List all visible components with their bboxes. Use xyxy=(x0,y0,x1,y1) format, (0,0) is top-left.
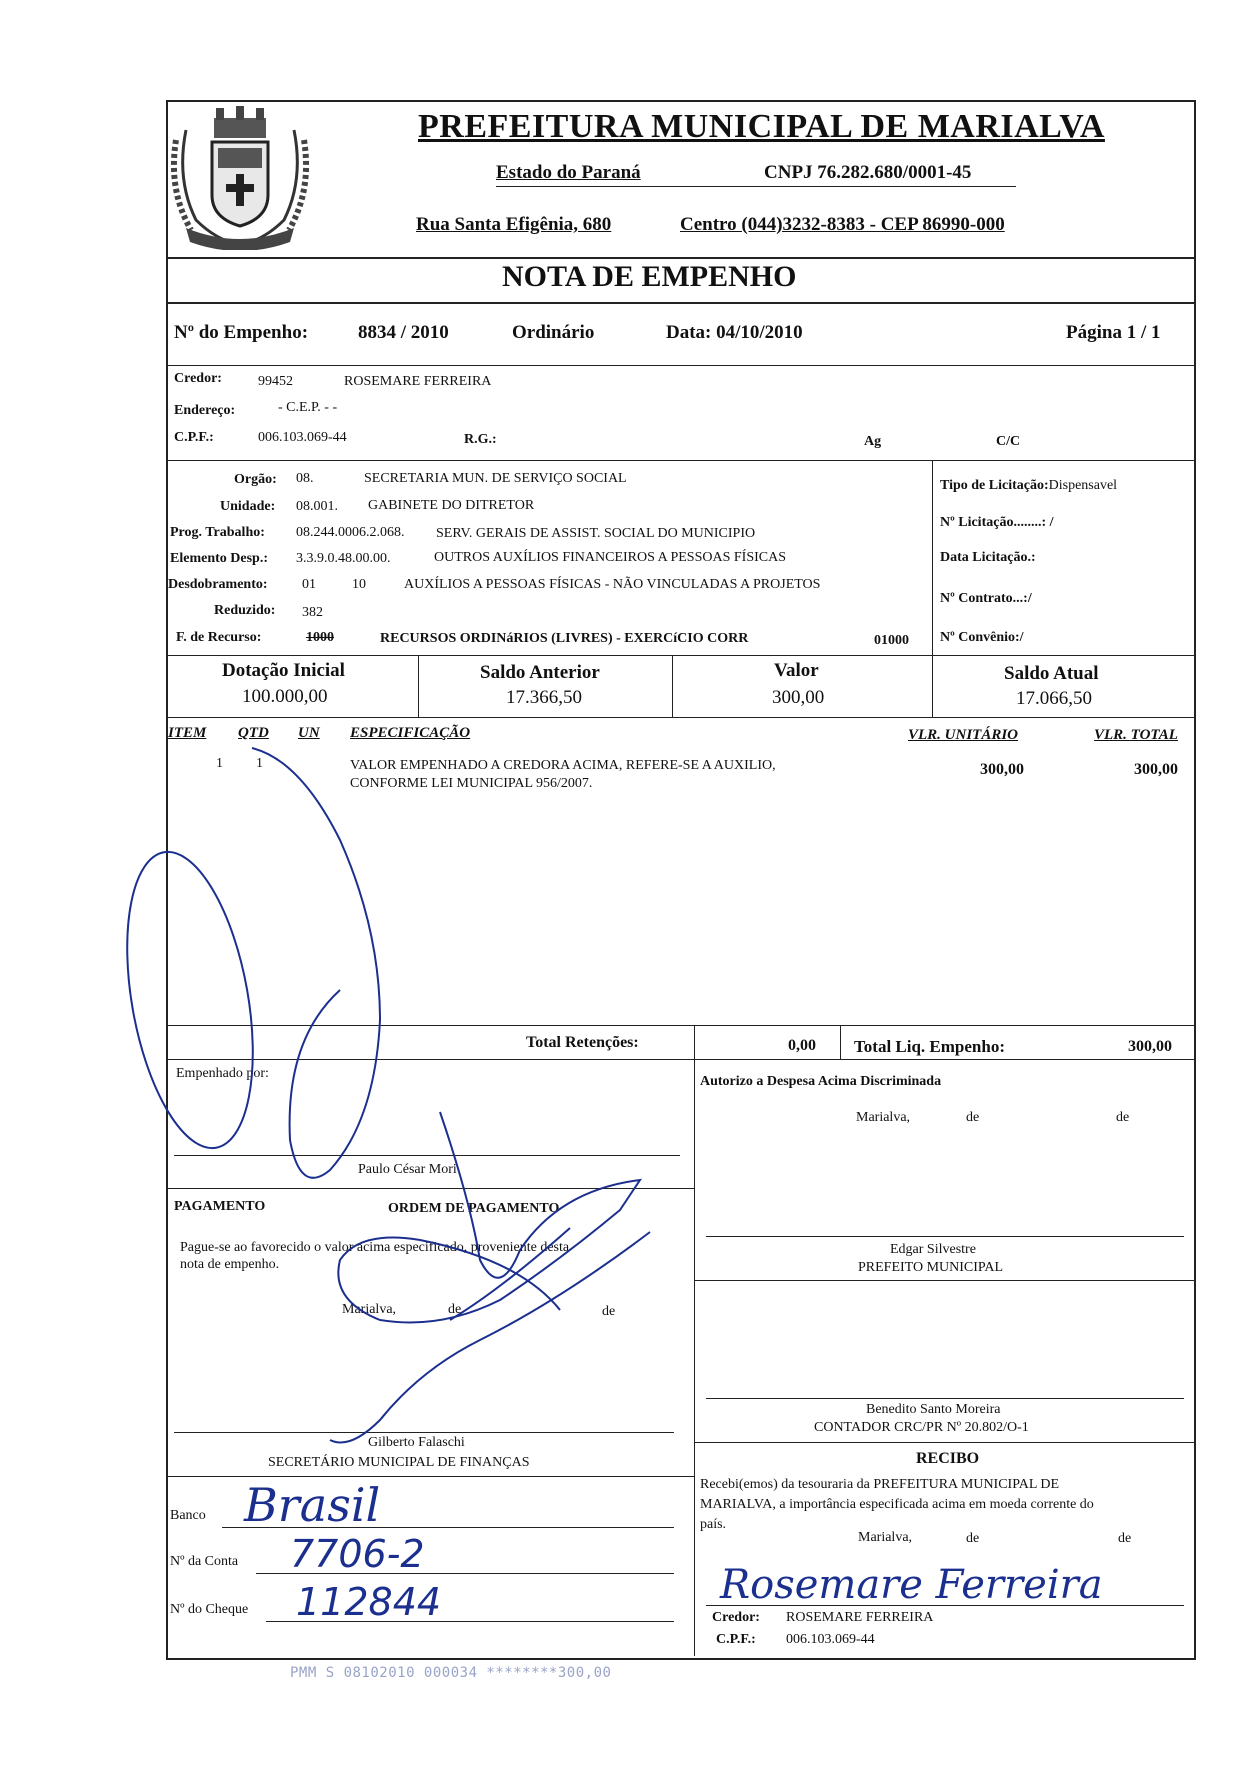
row-spec-line-1: VALOR EMPENHADO A CREDORA ACIMA, REFERE-SE A AUXILIO, xyxy=(350,758,776,773)
col-unit-header: VLR. UNITÁRIO xyxy=(908,727,1019,743)
credor-code: 99452 xyxy=(258,374,293,389)
unidade-label: Unidade: xyxy=(220,499,276,514)
rg-label: R.G.: xyxy=(464,432,497,447)
recibo-signature: Rosemare Ferreira xyxy=(720,1562,1103,1608)
row-qtd: 1 xyxy=(256,756,263,771)
prog-value: 08.244.0006.2.068. xyxy=(296,525,405,540)
recibo-de-2: de xyxy=(1118,1531,1132,1546)
empenho-number: 8834 / 2010 xyxy=(358,322,449,343)
licitacao-numero: Nº Licitação........: / xyxy=(940,515,1054,530)
banco-value: Brasil xyxy=(244,1478,381,1532)
licitacao-tipo: Tipo de Licitação:Dispensavel xyxy=(940,478,1118,493)
dotacao-value: 100.000,00 xyxy=(242,686,328,707)
col-total-header: VLR. TOTAL xyxy=(1094,727,1178,743)
cpf-label: C.P.F.: xyxy=(174,430,214,445)
saldo-atual-value: 17.066,50 xyxy=(1016,688,1092,709)
recibo-de-1: de xyxy=(966,1531,980,1546)
autorizo-de-2: de xyxy=(1116,1110,1130,1125)
elemento-label: Elemento Desp.: xyxy=(170,551,268,566)
orgao-desc: SECRETARIA MUN. DE SERVIÇO SOCIAL xyxy=(364,471,627,486)
pagamento-de-1: de xyxy=(448,1302,462,1317)
prog-desc: SERV. GERAIS DE ASSIST. SOCIAL DO MUNICIPIO xyxy=(436,526,756,541)
elemento-desc: OUTROS AUXÍLIOS FINANCEIROS A PESSOAS FÍSICAS xyxy=(434,550,787,565)
prog-label: Prog. Trabalho: xyxy=(170,525,265,540)
col-spec-header: ESPECIFICAÇÃO xyxy=(350,725,471,741)
recibo-credor-label: Credor: xyxy=(712,1610,760,1625)
recurso-desc: RECURSOS ORDINáRIOS (LIVRES) - EXERCíCIO CORR xyxy=(380,631,749,646)
recibo-local: Marialva, xyxy=(858,1530,913,1545)
convenio-numero: Nº Convênio:/ xyxy=(940,630,1024,645)
total-retencoes-value: 0,00 xyxy=(788,1037,816,1054)
page-number: Página 1 / 1 xyxy=(1066,322,1161,343)
desdobramento-value-2: 10 xyxy=(352,577,366,592)
pagamento-de-2: de xyxy=(602,1304,616,1319)
licitacao-data: Data Licitação.: xyxy=(940,550,1036,565)
secretario-cargo: SECRETÁRIO MUNICIPAL DE FINANÇAS xyxy=(268,1455,530,1470)
valor-label: Valor xyxy=(774,660,819,681)
recurso-label: F. de Recurso: xyxy=(176,630,262,645)
orgao-label: Orgão: xyxy=(234,472,277,487)
saldo-anterior-value: 17.366,50 xyxy=(506,687,582,708)
empenho-type: Ordinário xyxy=(512,322,595,343)
recurso-code: 01000 xyxy=(874,633,909,648)
org-title: PREFEITURA MUNICIPAL DE MARIALVA xyxy=(418,108,1105,145)
pague-text-line-1: Pague-se ao favorecido o valor acima especificado, proveniente desta xyxy=(180,1240,570,1255)
conta-value: 7706-2 xyxy=(290,1532,425,1576)
ordem-pagamento-label: ORDEM DE PAGAMENTO xyxy=(388,1201,560,1216)
col-un-header: UN xyxy=(298,725,320,741)
cheque-value: 112844 xyxy=(296,1580,442,1624)
saldo-anterior-label: Saldo Anterior xyxy=(480,662,600,683)
recibo-title: RECIBO xyxy=(916,1450,980,1467)
desdobramento-desc: AUXÍLIOS A PESSOAS FÍSICAS - NÃO VINCULADAS A PROJETOS xyxy=(404,577,821,592)
desdobramento-label: Desdobramento: xyxy=(168,577,268,592)
row-unit-value: 300,00 xyxy=(980,761,1024,778)
cheque-label: Nº do Cheque xyxy=(170,1602,249,1617)
recibo-cpf-label: C.P.F.: xyxy=(716,1632,756,1647)
saldo-atual-label: Saldo Atual xyxy=(1004,663,1099,684)
total-liquido-label: Total Liq. Empenho: xyxy=(854,1037,1005,1056)
recibo-text-line-3: país. xyxy=(700,1517,727,1532)
document-title: NOTA DE EMPENHO xyxy=(502,260,797,293)
unidade-value: 08.001. xyxy=(296,499,338,514)
pague-text-line-2: nota de empenho. xyxy=(180,1257,280,1272)
row-spec-line-2: CONFORME LEI MUNICIPAL 956/2007. xyxy=(350,776,593,791)
total-liquido-value: 300,00 xyxy=(1128,1038,1172,1055)
desdobramento-value-1: 01 xyxy=(302,577,316,592)
recibo-text-line-2: MARIALVA, a importância especificada acima em moeda corrente do xyxy=(700,1497,1094,1512)
elemento-value: 3.3.9.0.48.00.00. xyxy=(296,551,391,566)
reduzido-label: Reduzido: xyxy=(214,603,276,618)
recibo-credor-nome: ROSEMARE FERREIRA xyxy=(786,1610,934,1625)
secretario-nome: Gilberto Falaschi xyxy=(368,1435,465,1450)
empenho-label: Nº do Empenho: xyxy=(174,322,309,343)
empenhado-por-nome: Paulo César Mori xyxy=(358,1162,457,1177)
banco-label: Banco xyxy=(170,1508,206,1523)
recibo-text-line-1: Recebi(emos) da tesouraria da PREFEITURA MUNICIPAL DE xyxy=(700,1477,1060,1492)
prefeito-cargo: PREFEITO MUNICIPAL xyxy=(858,1260,1004,1275)
credor-name: ROSEMARE FERREIRA xyxy=(344,374,492,389)
valor-value: 300,00 xyxy=(772,687,825,708)
cc-label: C/C xyxy=(996,434,1021,449)
empenhado-por-label: Empenhado por: xyxy=(176,1066,269,1081)
bank-stamp: PMM S 08102010 000034 ********300,00 xyxy=(290,1665,612,1681)
credor-label: Credor: xyxy=(174,371,222,386)
recibo-cpf-value: 006.103.069-44 xyxy=(786,1632,875,1647)
row-item: 1 xyxy=(216,756,223,771)
state-label: Estado do Paraná xyxy=(496,162,641,183)
contador-cargo: CONTADOR CRC/PR Nº 20.802/O-1 xyxy=(814,1420,1029,1435)
autorizo-de-1: de xyxy=(966,1110,980,1125)
col-item-header: ITEM xyxy=(168,725,207,741)
conta-label: Nº da Conta xyxy=(170,1554,239,1569)
reduzido-value: 382 xyxy=(302,605,323,620)
cnpj-label: CNPJ 76.282.680/0001-45 xyxy=(764,162,972,183)
row-total-value: 300,00 xyxy=(1134,761,1178,778)
pagamento-label: PAGAMENTO xyxy=(174,1199,266,1214)
pagamento-local: Marialva, xyxy=(342,1302,397,1317)
unidade-desc: GABINETE DO DITRETOR xyxy=(368,498,535,513)
dotacao-label: Dotação Inicial xyxy=(222,660,345,681)
prefeito-nome: Edgar Silvestre xyxy=(890,1242,976,1257)
autorizo-local: Marialva, xyxy=(856,1110,911,1125)
endereco-value: - C.E.P. - - xyxy=(278,400,338,415)
orgao-value: 08. xyxy=(296,471,314,486)
col-qtd-header: QTD xyxy=(238,725,269,741)
cpf-value: 006.103.069-44 xyxy=(258,430,347,445)
contrato-numero: Nº Contrato...:/ xyxy=(940,591,1032,606)
contador-nome: Benedito Santo Moreira xyxy=(866,1402,1001,1417)
total-retencoes-label: Total Retenções: xyxy=(526,1034,639,1051)
address-contact: Centro (044)3232-8383 - CEP 86990-000 xyxy=(680,214,1005,235)
address-label: Rua Santa Efigênia, 680 xyxy=(416,214,612,235)
ag-label: Ag xyxy=(864,434,882,449)
endereco-label: Endereço: xyxy=(174,403,236,418)
recurso-value: 1000 xyxy=(306,630,334,645)
autorizo-label: Autorizo a Despesa Acima Discriminada xyxy=(700,1074,942,1089)
empenho-date: Data: 04/10/2010 xyxy=(666,322,803,343)
